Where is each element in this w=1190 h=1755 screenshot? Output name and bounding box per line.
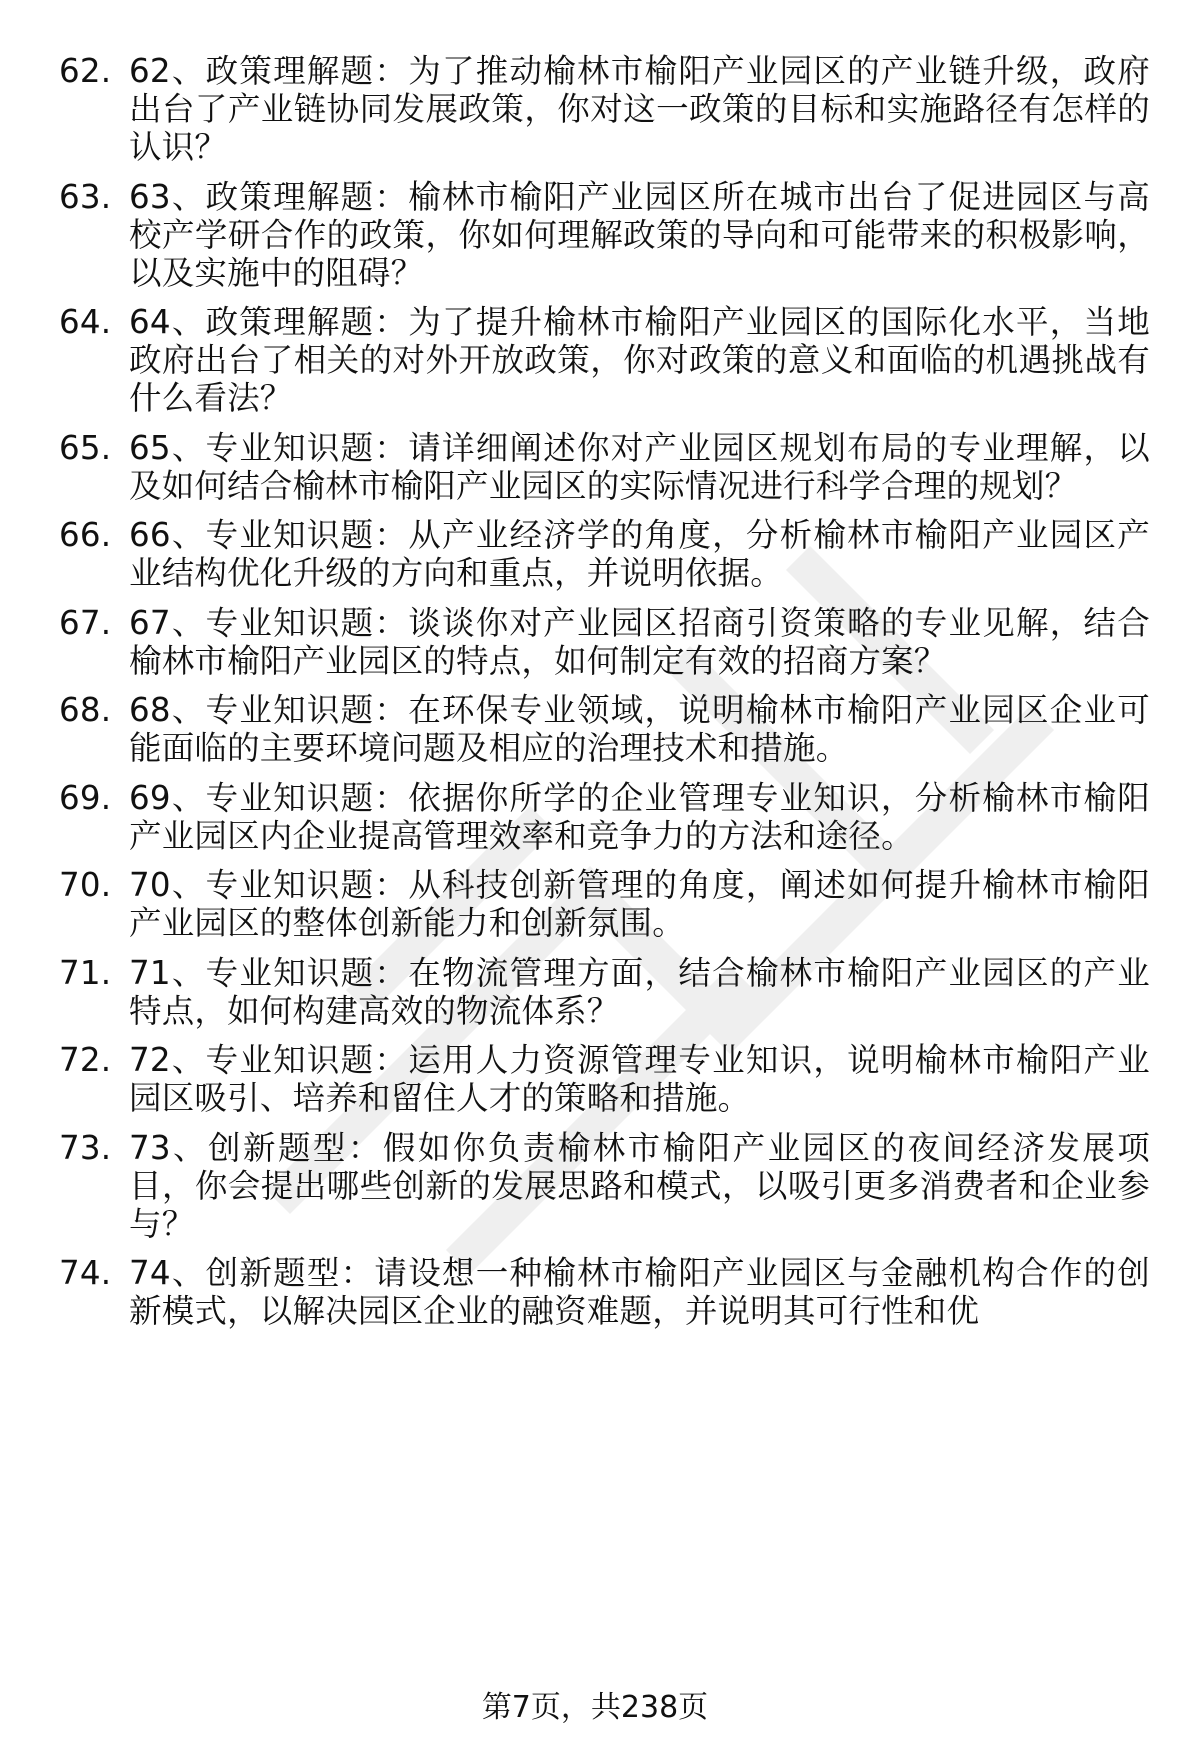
question-number: 64. [59,303,112,341]
question-text: 73、创新题型：假如你负责榆林市榆阳产业园区的夜间经济发展项目，你会提出哪些创新的发展思路和模式，以吸引更多消费者和企业参与？ [129,1128,1150,1243]
question-text: 65、专业知识题：请详细阐述你对产业园区规划布局的专业理解，以及如何结合榆林市榆阳产业园区的实际情况进行科学合理的规划？ [129,428,1150,505]
question-item [0,52,1190,166]
question-item [0,1041,1190,1117]
question-number: 70. [59,866,112,904]
question-text: 63、政策理解题：榆林市榆阳产业园区所在城市出台了促进园区与高校产学研合作的政策，你如何理解政策的导向和可能带来的积极影响，以及实施中的阻碍？ [129,177,1150,292]
question-text: 72、专业知识题：运用人力资源管理专业知识，说明榆林市榆阳产业园区吸引、培养和留住人才的策略和措施。 [129,1041,1150,1117]
question-number: 66. [59,516,112,554]
question-item [0,1254,1190,1330]
question-item [0,429,1190,505]
question-number: 73. [59,1128,112,1167]
question-item [0,516,1190,592]
question-item [0,954,1190,1030]
question-number: 65. [59,428,112,467]
question-text: 74、创新题型：请设想一种榆林市榆阳产业园区与金融机构合作的创新模式，以解决园区企业的融资难题，并说明其可行性和优 [129,1254,1150,1330]
question-text: 62、政策理解题：为了推动榆林市榆阳产业园区的产业链升级，政府出台了产业链协同发展政策，你对这一政策的目标和实施路径有怎样的认识？ [129,52,1150,166]
page-number-label: 第7页，共238页 [481,1690,709,1725]
question-number: 72. [59,1041,112,1079]
page-footer [0,1690,1190,1726]
question-number: 69. [59,778,112,817]
question-number: 68. [59,691,112,729]
question-item [0,604,1190,680]
question-list [0,52,1190,1342]
question-item [0,178,1190,292]
question-number: 71. [59,953,112,992]
question-item [0,779,1190,855]
question-item [0,866,1190,942]
question-text: 67、专业知识题：谈谈你对产业园区招商引资策略的专业见解，结合榆林市榆阳产业园区的特点，如何制定有效的招商方案？ [129,603,1150,680]
question-item [0,691,1190,767]
question-text: 68、专业知识题：在环保专业领域，说明榆林市榆阳产业园区企业可能面临的主要环境问题及相应的治理技术和措施。 [129,691,1150,767]
question-text: 70、专业知识题：从科技创新管理的角度，阐述如何提升榆林市榆阳产业园区的整体创新能力和创新氛围。 [129,866,1150,942]
question-number: 63. [59,177,112,216]
question-number: 67. [59,603,112,642]
question-number: 74. [59,1254,112,1292]
question-text: 66、专业知识题：从产业经济学的角度，分析榆林市榆阳产业园区产业结构优化升级的方向和重点，并说明依据。 [129,516,1150,592]
question-item [0,1129,1190,1243]
question-number: 62. [59,52,112,90]
question-text: 71、专业知识题：在物流管理方面，结合榆林市榆阳产业园区的产业特点，如何构建高效的物流体系？ [129,953,1150,1030]
question-text: 69、专业知识题：依据你所学的企业管理专业知识，分析榆林市榆阳产业园区内企业提高管理效率和竞争力的方法和途径。 [129,778,1150,855]
question-text: 64、政策理解题：为了提升榆林市榆阳产业园区的国际化水平，当地政府出台了相关的对外开放政策，你对政策的意义和面临的机遇挑战有什么看法？ [129,303,1150,417]
question-item [0,303,1190,417]
